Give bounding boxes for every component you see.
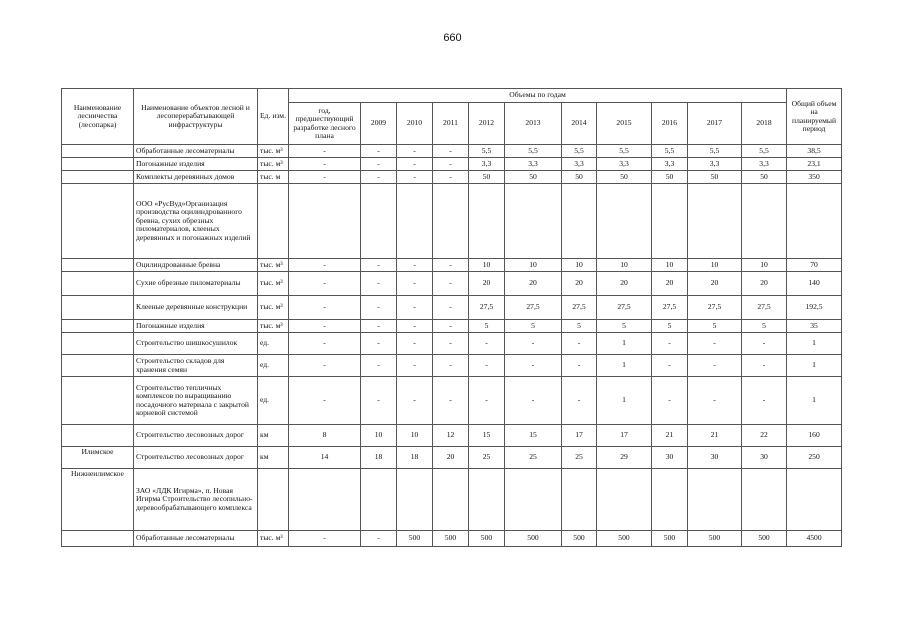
table-row [62,158,842,171]
year-value-cell: 1 [597,333,652,355]
year-value-cell [652,469,688,531]
year-value-cell: - [562,377,597,425]
year-value-cell: 27,5 [469,296,505,320]
year-value-cell: 500 [742,531,787,547]
forestry-cell [62,259,134,272]
year-value-cell [469,184,505,259]
header-year: 2017 [688,103,742,145]
year-value-cell: 1 [597,377,652,425]
table-row [62,145,842,158]
header-year: 2013 [505,103,562,145]
year-value-cell [688,184,742,259]
object-name-cell: Обработанные лесоматериалы [134,531,258,547]
year-value-cell [562,469,597,531]
unit-cell: тыс. м³ [258,259,289,272]
object-name-cell: Погонажные изделия [134,158,258,171]
year-value-cell: - [397,158,433,171]
year-value-cell: - [688,333,742,355]
page-number: 660 [443,32,462,44]
table-body [62,145,842,547]
year-value-cell: - [289,259,361,272]
year-value-cell: - [397,259,433,272]
year-value-cell: 27,5 [562,296,597,320]
year-value-cell: 5,5 [652,145,688,158]
year-value-cell: 5,5 [597,145,652,158]
year-value-cell: 25 [469,447,505,469]
total-cell: 4500 [787,531,842,547]
unit-cell: км [258,425,289,447]
header-object: Наименование объектов лесной и лесоперерабатывающей инфраструктуры [134,89,258,145]
table-row [62,447,842,469]
year-value-cell: 10 [742,259,787,272]
year-value-cell: 1 [597,355,652,377]
year-value-cell: 500 [652,531,688,547]
year-value-cell: - [652,377,688,425]
year-value-cell: 20 [688,272,742,296]
year-value-cell [433,469,469,531]
year-value-cell: 3,3 [597,158,652,171]
total-cell [787,469,842,531]
year-value-cell: 5 [597,320,652,333]
total-cell: 1 [787,377,842,425]
year-value-cell: 27,5 [652,296,688,320]
year-value-cell: - [652,333,688,355]
year-value-cell: - [397,171,433,184]
header-year: 2012 [469,103,505,145]
table-row [62,296,842,320]
year-value-cell: 15 [505,425,562,447]
forestry-cell [62,377,134,425]
year-value-cell: 10 [597,259,652,272]
object-name-cell: Комплекты деревянных домов [134,171,258,184]
year-value-cell: - [433,333,469,355]
year-value-cell: - [397,296,433,320]
year-value-cell: 20 [652,272,688,296]
year-value-cell: - [361,355,397,377]
year-value-cell: - [562,333,597,355]
unit-cell: ед. [258,377,289,425]
forestry-cell [62,320,134,333]
year-value-cell: 18 [361,447,397,469]
year-value-cell: 20 [433,447,469,469]
unit-cell: тыс. м [258,171,289,184]
total-cell: 160 [787,425,842,447]
year-value-cell: 3,3 [505,158,562,171]
year-value-cell: - [469,333,505,355]
year-value-cell: 5 [505,320,562,333]
unit-cell [258,184,289,259]
table-row [62,272,842,296]
year-value-cell: - [361,272,397,296]
header-year: 2018 [742,103,787,145]
year-value-cell [688,469,742,531]
year-value-cell: - [433,145,469,158]
year-value-cell: - [289,320,361,333]
year-value-cell: - [361,296,397,320]
forestry-cell [62,531,134,547]
header-year: 2014 [562,103,597,145]
object-name-cell: Сухие обрезные пиломатериалы [134,272,258,296]
year-value-cell: 30 [688,447,742,469]
year-value-cell: 20 [742,272,787,296]
year-value-cell: 27,5 [597,296,652,320]
year-value-cell [505,184,562,259]
year-value-cell: 25 [505,447,562,469]
year-value-cell: - [433,320,469,333]
year-value-cell: - [361,531,397,547]
forestry-cell [62,145,134,158]
year-value-cell [652,184,688,259]
year-value-cell [433,184,469,259]
header-total: Общий объем на планируемый период [787,89,842,145]
year-value-cell: - [397,320,433,333]
year-value-cell: 10 [562,259,597,272]
year-value-cell: - [361,377,397,425]
unit-cell [258,469,289,531]
year-value-cell: 30 [652,447,688,469]
year-value-cell: - [289,158,361,171]
year-value-cell: 5,5 [742,145,787,158]
year-value-cell: 3,3 [742,158,787,171]
year-value-cell: 27,5 [688,296,742,320]
year-value-cell: 29 [597,447,652,469]
forest-infrastructure-table [61,88,842,547]
table-row [62,333,842,355]
year-value-cell: - [433,158,469,171]
object-name-cell: Обработанные лесоматериалы [134,145,258,158]
year-value-cell: 5 [652,320,688,333]
total-cell: 23,1 [787,158,842,171]
object-name-cell: Строительство лесовозных дорог [134,425,258,447]
year-value-cell: - [433,355,469,377]
year-value-cell: 5 [742,320,787,333]
year-value-cell: - [289,171,361,184]
unit-cell: тыс. м³ [258,145,289,158]
year-value-cell: 14 [289,447,361,469]
year-value-cell: 3,3 [652,158,688,171]
year-value-cell: - [361,145,397,158]
year-value-cell [597,469,652,531]
unit-cell: ед. [258,333,289,355]
year-value-cell: 50 [652,171,688,184]
year-value-cell: - [433,272,469,296]
year-value-cell: 10 [397,425,433,447]
year-value-cell: - [289,272,361,296]
year-value-cell: - [562,355,597,377]
total-cell: 140 [787,272,842,296]
object-name-cell: Строительство тепличных комплексов по выращиванию посадочного материала с закрытой корневой системой [134,377,258,425]
year-value-cell: - [289,296,361,320]
year-value-cell: - [505,377,562,425]
year-value-cell: - [361,158,397,171]
year-value-cell [742,184,787,259]
year-value-cell: 500 [562,531,597,547]
year-value-cell: 15 [469,425,505,447]
year-value-cell: - [469,377,505,425]
total-cell [787,184,842,259]
year-value-cell: 30 [742,447,787,469]
year-value-cell: 21 [688,425,742,447]
forestry-cell [62,171,134,184]
year-value-cell: 10 [688,259,742,272]
unit-cell: тыс. м³ [258,158,289,171]
table-row [62,377,842,425]
year-value-cell: 500 [397,531,433,547]
year-value-cell: - [397,272,433,296]
year-value-cell: - [361,320,397,333]
year-value-cell: 5,5 [688,145,742,158]
year-value-cell [397,184,433,259]
year-value-cell: 500 [688,531,742,547]
year-value-cell: 50 [742,171,787,184]
year-value-cell [562,184,597,259]
year-value-cell: 3,3 [469,158,505,171]
year-value-cell: - [505,333,562,355]
year-value-cell [505,469,562,531]
forestry-cell [62,296,134,320]
header-volumes: Объемы по годам [289,89,787,103]
year-value-cell: 5,5 [469,145,505,158]
header-year: 2009 [361,103,397,145]
year-value-cell: 10 [469,259,505,272]
forestry-cell [62,158,134,171]
year-value-cell: - [361,333,397,355]
year-value-cell: 25 [562,447,597,469]
header-year: 2011 [433,103,469,145]
year-value-cell [361,184,397,259]
forestry-cell [62,333,134,355]
year-value-cell [469,469,505,531]
year-value-cell [742,469,787,531]
forestry-cell [62,272,134,296]
year-value-cell: - [397,355,433,377]
header-unit: Ед. изм. [258,89,289,145]
total-cell: 192,5 [787,296,842,320]
year-value-cell: - [433,296,469,320]
year-value-cell: - [361,259,397,272]
year-value-cell: - [397,145,433,158]
year-value-cell: 50 [688,171,742,184]
year-value-cell: - [397,377,433,425]
year-value-cell: - [742,333,787,355]
year-value-cell: 5,5 [562,145,597,158]
total-cell: 70 [787,259,842,272]
year-value-cell: 27,5 [505,296,562,320]
year-value-cell: 20 [562,272,597,296]
year-value-cell [597,184,652,259]
year-value-cell: 500 [433,531,469,547]
forestry-cell: Нижнеилимское [62,469,134,531]
year-value-cell: 500 [505,531,562,547]
year-value-cell: 22 [742,425,787,447]
year-value-cell: 10 [361,425,397,447]
year-value-cell: - [289,531,361,547]
year-value-cell: - [289,355,361,377]
year-value-cell: - [652,355,688,377]
object-name-cell: Клееные деревянные конструкции [134,296,258,320]
year-value-cell: - [469,355,505,377]
year-value-cell: - [742,355,787,377]
table-row [62,355,842,377]
forestry-cell [62,355,134,377]
year-value-cell: - [688,377,742,425]
year-value-cell: - [397,333,433,355]
table-row [62,259,842,272]
table-row [62,469,842,531]
year-value-cell: 500 [469,531,505,547]
year-value-cell: - [289,377,361,425]
unit-cell: тыс. м³ [258,320,289,333]
total-cell: 1 [787,333,842,355]
year-value-cell: 20 [597,272,652,296]
unit-cell: ед. [258,355,289,377]
year-value-cell [289,469,361,531]
forestry-cell [62,425,134,447]
total-cell: 35 [787,320,842,333]
year-value-cell: 50 [469,171,505,184]
total-cell: 250 [787,447,842,469]
year-value-cell: 21 [652,425,688,447]
year-value-cell: 50 [597,171,652,184]
header-year: 2010 [397,103,433,145]
year-value-cell: 50 [505,171,562,184]
year-value-cell: 12 [433,425,469,447]
year-value-cell: 5 [562,320,597,333]
year-value-cell: 10 [505,259,562,272]
year-value-cell: 5 [469,320,505,333]
table-row [62,184,842,259]
object-name-cell: Строительство лесовозных дорог [134,447,258,469]
year-value-cell: - [742,377,787,425]
object-name-cell: Погонажные изделия [134,320,258,333]
year-value-cell: 5,5 [505,145,562,158]
year-value-cell: 3,3 [562,158,597,171]
object-name-cell: ООО «РусВуд»Организация производства оцилиндрованного бревна, сухих обрезных пиломатериалов, клееных деревянных и погонажных изделий [134,184,258,259]
year-value-cell: 10 [652,259,688,272]
year-value-cell: - [433,171,469,184]
year-value-cell [289,184,361,259]
unit-cell: км [258,447,289,469]
table-row [62,531,842,547]
year-value-cell [397,469,433,531]
object-name-cell: Оцилиндрованные бревна [134,259,258,272]
forestry-cell [62,184,134,259]
year-value-cell: 18 [397,447,433,469]
year-value-cell: - [289,333,361,355]
year-value-cell: 5 [688,320,742,333]
total-cell: 350 [787,171,842,184]
year-value-cell: 3,3 [688,158,742,171]
table-row [62,320,842,333]
year-value-cell: 17 [597,425,652,447]
total-cell: 38,5 [787,145,842,158]
year-value-cell: - [433,377,469,425]
unit-cell: тыс. м³ [258,531,289,547]
year-value-cell: 20 [469,272,505,296]
year-value-cell: 17 [562,425,597,447]
table-row [62,425,842,447]
table-row [62,171,842,184]
year-value-cell: 8 [289,425,361,447]
unit-cell: тыс. м³ [258,296,289,320]
year-value-cell [361,469,397,531]
year-value-cell: - [505,355,562,377]
year-value-cell: 50 [562,171,597,184]
year-value-cell: 20 [505,272,562,296]
unit-cell: тыс. м³ [258,272,289,296]
year-value-cell: 27,5 [742,296,787,320]
year-value-cell: - [688,355,742,377]
header-forestry: Наименование лесничества (лесопарка) [62,89,134,145]
year-value-cell: - [361,171,397,184]
forestry-cell: Илимское [62,447,134,469]
object-name-cell: Строительство шишкосушилок [134,333,258,355]
object-name-cell: ЗАО «ЛДК Игирма», п. Новая Игирма Строительство лесопильно-деревообрабатывающего комплекса [134,469,258,531]
year-value-cell: - [289,145,361,158]
header-year: 2016 [652,103,688,145]
total-cell: 1 [787,355,842,377]
header-year: 2015 [597,103,652,145]
year-value-cell: 500 [597,531,652,547]
header-year: год, предшествующий разработке лесного плана [289,103,361,145]
object-name-cell: Строительство складов для хранения семян [134,355,258,377]
year-value-cell: - [433,259,469,272]
